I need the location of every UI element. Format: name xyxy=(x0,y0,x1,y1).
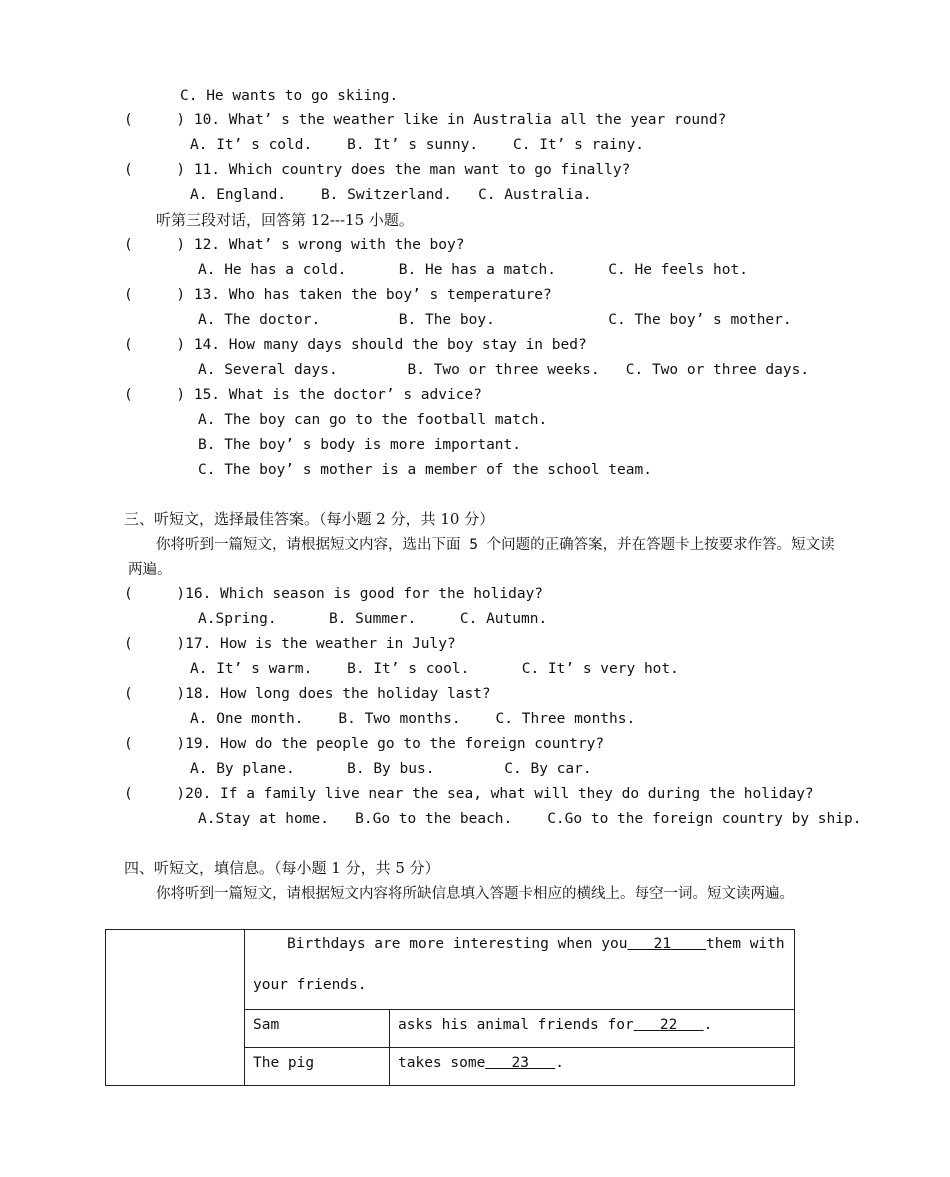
row-pig-label: The pig xyxy=(245,1048,390,1086)
question-17-options: A. It’ s warm. B. It’ s cool. C. It’ s very hot. xyxy=(190,661,679,677)
question-11: ( ) 11. Which country does the man want to go finally? xyxy=(124,162,631,178)
question-13: ( ) 13. Who has taken the boy’ s temperature? xyxy=(124,287,552,303)
question-11-options: A. England. B. Switzerland. C. Australia. xyxy=(190,187,592,203)
question-12-options: A. He has a cold. B. He has a match. C. He feels hot. xyxy=(198,262,748,278)
question-18: ( )18. How long does the holiday last? xyxy=(124,686,491,702)
table-intro-pre: Birthdays are more interesting when you xyxy=(287,936,628,952)
section-3-instruction: 你将听到一篇短文，请根据短文内容，选出下面 5 个问题的正确答案，并在答题卡上按要求作答。短文读两遍。 xyxy=(128,537,835,578)
question-20: ( )20. If a family live near the sea, what will they do during the holiday? xyxy=(124,786,814,802)
question-15-option-b: B. The boy’ s body is more important. xyxy=(198,437,522,453)
question-20-options: A.Stay at home. B.Go to the beach. C.Go to the foreign country by ship. xyxy=(198,811,862,827)
row-pig-content xyxy=(390,1048,795,1086)
question-13-options: A. The doctor. B. The boy. C. The boy’ s mother. xyxy=(198,312,792,328)
question-15-option-c: C. The boy’ s mother is a member of the school team. xyxy=(198,462,652,478)
question-16-options: A.Spring. B. Summer. C. Autumn. xyxy=(198,611,548,627)
row-sam-text: asks his animal friends for xyxy=(398,1017,634,1033)
table-intro-line-2: your friends. xyxy=(253,977,367,993)
table-left-cell xyxy=(106,930,245,1086)
blank-23: 23 xyxy=(511,1055,529,1071)
question-19: ( )19. How do the people go to the foreign country? xyxy=(124,736,605,752)
question-18-options: A. One month. B. Two months. C. Three months. xyxy=(190,711,636,727)
section-3-title: 三、听短文，选择最佳答案。（每小题 2 分，共 10 分） xyxy=(124,510,495,528)
dialogue-3-instruction: 听第三段对话，回答第 12---15 小题。 xyxy=(156,211,414,229)
section-4-instruction: 你将听到一篇短文，请根据短文内容将所缺信息填入答题卡相应的横线上。每空一词。短文读两遍。 xyxy=(156,886,794,902)
question-19-options: A. By plane. B. By bus. C. By car. xyxy=(190,761,592,777)
info-table xyxy=(105,929,795,1086)
question-15-option-a: A. The boy can go to the football match. xyxy=(198,412,548,428)
question-14-options: A. Several days. B. Two or three weeks. C. Two or three days. xyxy=(198,362,810,378)
row-sam-end: . xyxy=(703,1017,713,1033)
row-sam-content xyxy=(390,1010,795,1048)
question-10: ( ) 10. What’ s the weather like in Australia all the year round? xyxy=(124,112,727,128)
question-17: ( )17. How is the weather in July? xyxy=(124,636,456,652)
row-pig-end: . xyxy=(555,1055,564,1071)
question-15: ( ) 15. What is the doctor’ s advice? xyxy=(124,387,482,403)
table-intro-cell xyxy=(245,930,795,1010)
table-intro-line-1 xyxy=(253,934,786,954)
question-12: ( ) 12. What’ s wrong with the boy? xyxy=(124,237,465,253)
question-14: ( ) 14. How many days should the boy stay in bed? xyxy=(124,337,587,353)
row-sam-label: Sam xyxy=(245,1010,390,1048)
question-16: ( )16. Which season is good for the holiday? xyxy=(124,586,544,602)
section-4-title: 四、听短文，填信息。（每小题 1 分，共 5 分） xyxy=(124,859,440,877)
table-intro-post: them with xyxy=(706,936,785,952)
row-pig-text: takes some xyxy=(398,1055,486,1071)
blank-22: 22 xyxy=(659,1017,678,1033)
question-10-options: A. It’ s cold. B. It’ s sunny. C. It’ s rainy. xyxy=(190,137,644,153)
blank-21: 21 xyxy=(653,936,672,952)
q9-option-c: C. He wants to go skiing. xyxy=(180,88,399,104)
